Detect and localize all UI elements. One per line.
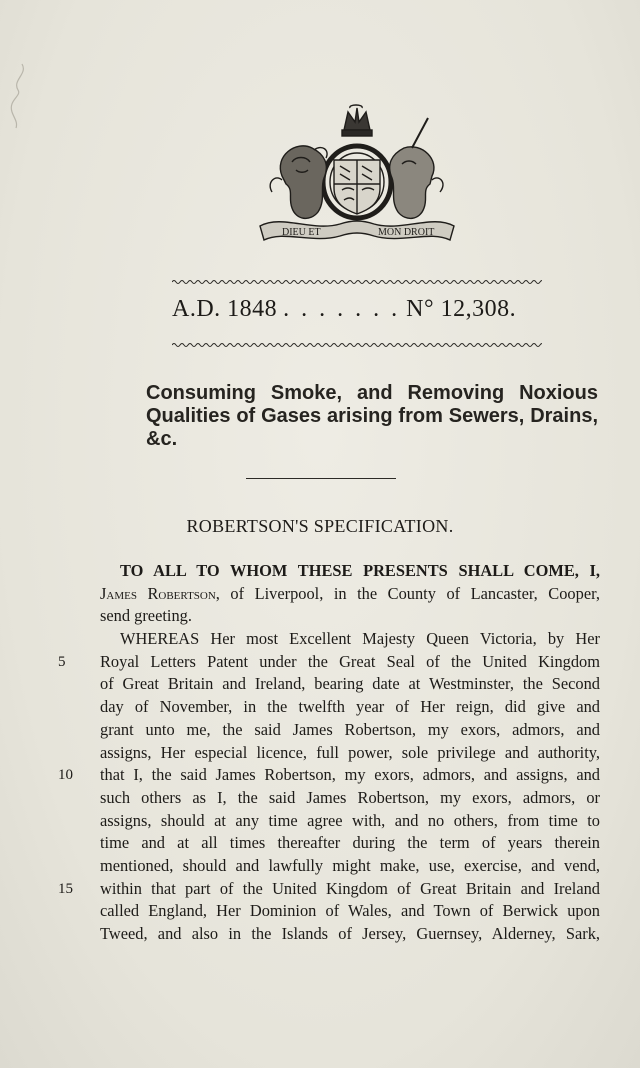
patent-number: N° 12,308.	[406, 296, 517, 322]
decorative-wavy-rule-top	[172, 279, 542, 285]
specification-heading: ROBERTSON'S SPECIFICATION.	[186, 516, 454, 536]
body-line: mentioned, should and lawfully might make, use, exercise, and vend,	[100, 855, 600, 875]
patent-year: A.D. 1848	[172, 296, 278, 322]
body-line: WHEREAS Her most Excellent Majesty Queen Victoria, by Her	[120, 629, 600, 649]
body-line: 15 within that part of the United Kingdom of Great Britain and Ireland	[100, 878, 600, 901]
body-line: grant unto me, the said James Robertson, my exors, admors, and	[100, 719, 600, 739]
patent-date-number-line	[172, 296, 552, 323]
motto-right: MON DROIT	[378, 227, 435, 238]
grantee-name: James Robertson	[100, 583, 216, 603]
body-line: day of November, in the twelfth year of Her reign, did give and	[100, 697, 600, 717]
body-line: TO ALL TO WHOM THESE PRESENTS SHALL COME, I,	[120, 561, 600, 580]
body-line: called England, Her Dominion of Wales, and Town of Berwick upon	[100, 901, 600, 921]
body-line: of Great Britain and Ireland, bearing date at Westminster, the Second	[100, 674, 600, 694]
royal-coat-of-arms-crest	[252, 104, 462, 244]
body-line: 5 Royal Letters Patent under the Great Seal of the United Kingdom	[100, 651, 600, 674]
body-line: assigns, Her especial licence, full power, sole privilege and authority,	[100, 742, 600, 762]
line-number: 15	[58, 880, 73, 897]
body-line: James Robertson, of Liverpool, in the County of Lancaster, Cooper,	[100, 583, 600, 603]
body-line: time and at all times thereafter during the term of years therein	[100, 833, 600, 853]
margin-pencil-mark	[4, 60, 30, 130]
body-line: send greeting.	[100, 606, 192, 626]
body-line: 10 that I, the said James Robertson, my exors, admors, and assigns, and	[100, 764, 600, 787]
body-line: such others as I, the said James Robertson, my exors, admors, or	[100, 787, 600, 807]
line-number: 5	[58, 653, 66, 670]
body-line: assigns, should at any time agree with, and no others, from time to	[100, 810, 600, 830]
body-line: Tweed, and also in the Islands of Jersey, Guernsey, Alderney, Sark,	[100, 924, 600, 943]
leader-dots: . . . . . . .	[283, 296, 401, 322]
patent-title: Consuming Smoke, and Removing Noxious Qualities of Gases arising from Sewers, Drains, &c.	[146, 382, 598, 450]
decorative-wavy-rule-bottom	[172, 342, 542, 348]
title-divider-rule	[246, 478, 396, 479]
specification-body	[58, 560, 600, 946]
motto-left: DIEU ET	[282, 227, 321, 238]
line-number: 10	[58, 767, 73, 784]
